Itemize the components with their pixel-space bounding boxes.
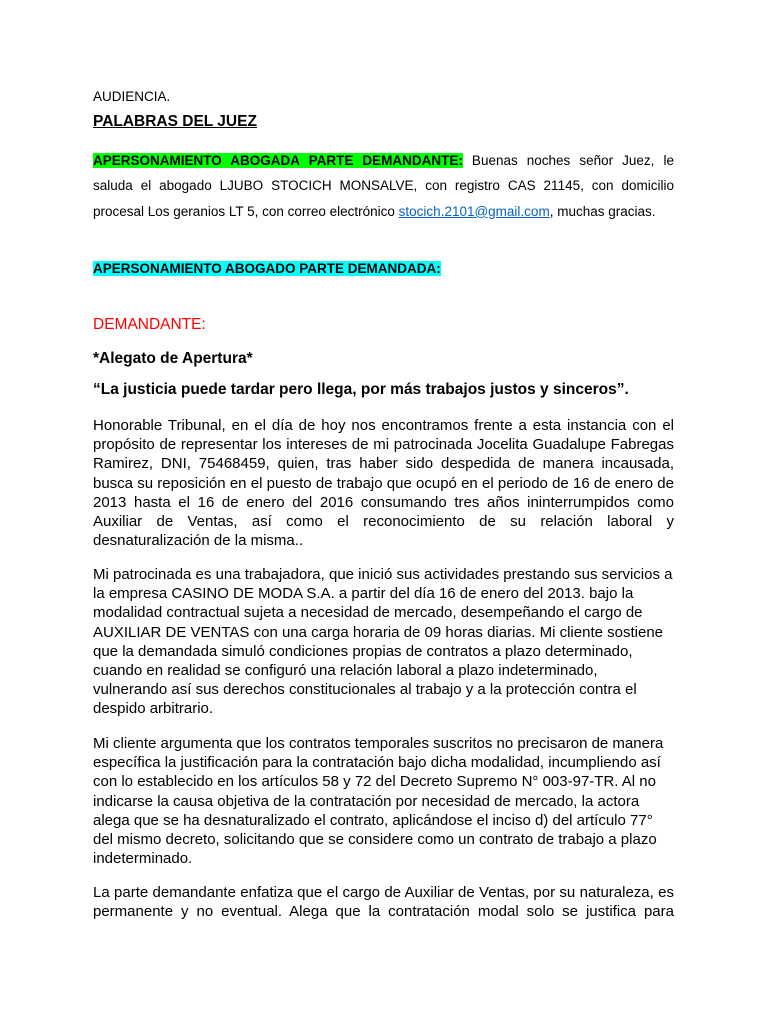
- apersonamiento-demandante-paragraph: [93, 148, 674, 224]
- palabras-juez-heading: PALABRAS DEL JUEZ: [93, 113, 257, 130]
- apersonamiento-demandante-closing: , muchas gracias.: [549, 203, 656, 219]
- apersonamiento-demandante-label: APERSONAMIENTO ABOGADA PARTE DEMANDANTE:: [93, 153, 463, 168]
- paragraph-3: Mi cliente argumenta que los contratos temporales suscritos no precisaron de manera específica la justificación para la contratación bajo dicha modalidad, incumpliendo así con lo establecido en los artículos 58 y 72 del Decreto Supremo N° 003-97-TR. Al no indicarse la causa objetiva de la contratación por necesidad de mercado, la actora alega que se ha desnaturalizado el contrato, aplicándose el inciso d) del artículo 77° del mismo decreto, solicitando que se considere como un contrato de trabajo a plazo indeterminado.: [93, 735, 664, 868]
- audiencia-label: AUDIENCIA.: [93, 89, 171, 104]
- paragraph-4: La parte demandante enfatiza que el cargo de Auxiliar de Ventas, por su naturaleza, es permanente y no eventual. Alega que la contratación modal solo se justifica para: [93, 884, 674, 921]
- apersonamiento-demandada-label: APERSONAMIENTO ABOGADO PARTE DEMANDADA:: [93, 261, 441, 276]
- apersonamiento-demandada-paragraph: [93, 256, 674, 281]
- email-link[interactable]: stocich.2101@gmail.com: [398, 203, 550, 219]
- paragraph-2: Mi patrocinada es una trabajadora, que inició sus actividades prestando sus servicios a la empresa CASINO DE MODA S.A. a partir del día 16 de enero del 2013. bajo la modalidad contractual sujeta a necesidad de mercado, desempeñando el cargo de AUXILIAR DE VENTAS con una carga horaria de 09 horas diarias. Mi cliente sostiene que la demandada simuló condiciones propias de contratos a plazo determinado, cuando en realidad se configuró una relación laboral a plazo indeterminado, vulnerando así sus derechos constitucionales al trabajo y a la protección contra el despido arbitrario.: [93, 566, 673, 718]
- apersonamiento-demandante-text: Buenas noches señor Juez, le saluda el abogado LJUBO STOCICH MONSALVE, con registro CAS 21145, con domicilio procesal Los geranios LT 5, con correo electrónico: [93, 153, 674, 219]
- alegato-title: *Alegato de Apertura*: [93, 350, 253, 367]
- quote-line: “La justicia puede tardar pero llega, por más trabajos justos y sinceros”.: [93, 381, 629, 398]
- paragraph-1: Honorable Tribunal, en el día de hoy nos encontramos frente a esta instancia con el propósito de representar los intereses de mi patrocinada Jocelita Guadalupe Fabregas Ramirez, DNI, 75468459, quien, tras haber sido despedida de manera incausada, busca su reposición en el puesto de trabajo que ocupó en el periodo de 16 de enero de 2013 hasta el 16 de enero del 2016 consumando tres años ininterrumpidos como Auxiliar de Ventas, así como el reconocimiento de su relación laboral y desnaturalización de la misma..: [93, 417, 674, 550]
- demandante-heading: DEMANDANTE:: [93, 316, 206, 333]
